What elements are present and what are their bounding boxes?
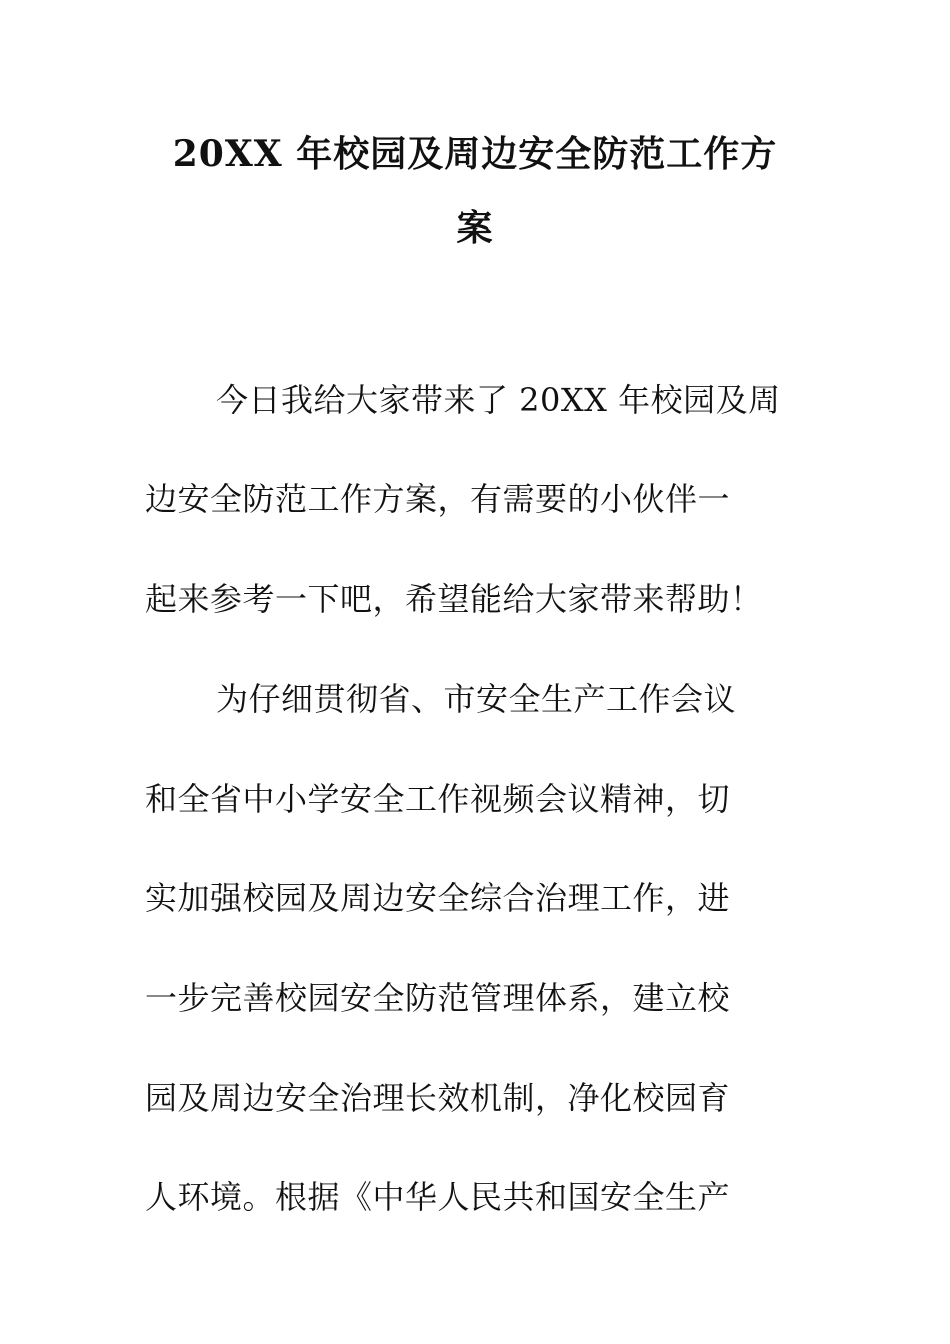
paragraph-2-line-3: 实加强校园及周边安全综合治理工作，进 bbox=[145, 879, 731, 917]
paragraph-1-line-1: 今日我给大家带来了 20XX 年校园及周 bbox=[216, 381, 781, 419]
document-title-line-2: 案 bbox=[456, 207, 494, 249]
paragraph-1-line-2: 边安全防范工作方案，有需要的小伙伴一 bbox=[145, 480, 731, 518]
paragraph-2-line-1: 为仔细贯彻省、市安全生产工作会议 bbox=[216, 680, 737, 718]
paragraph-2-line-4: 一步完善校园安全防范管理体系，建立校 bbox=[145, 979, 731, 1017]
paragraph-2-line-5: 园及周边安全治理长效机制，净化校园育 bbox=[145, 1079, 731, 1117]
document-title-line-1: 20XX 年校园及周边安全防范工作方 bbox=[172, 133, 778, 175]
paragraph-1-line-3: 起来参考一下吧，希望能给大家带来帮助！ bbox=[145, 580, 763, 618]
paragraph-2-line-6: 人环境。根据《中华人民共和国安全生产 bbox=[145, 1178, 731, 1216]
paragraph-2-line-2: 和全省中小学安全工作视频会议精神，切 bbox=[145, 780, 731, 818]
